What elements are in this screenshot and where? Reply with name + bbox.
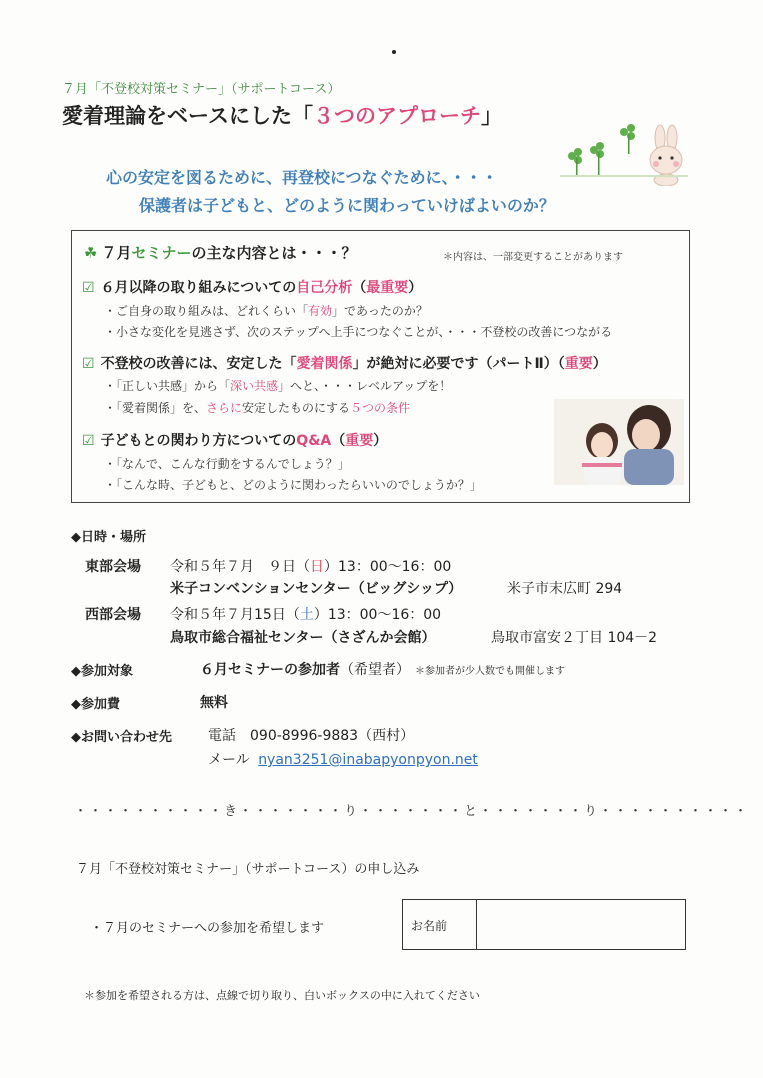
east-venue-name: 米子コンベンションセンター（ビッグシップ） [170,581,463,597]
section-3-bullet-1: ・「なんで、こんな行動をするんでしょう？」 [104,457,350,471]
check-box-icon: ☑ [82,433,95,449]
target-value: ６月セミナーの参加者（希望者） [200,662,410,678]
name-label: お名前 [411,919,448,933]
section-2-title: ☑ 不登校の改善には、安定した「愛着関係」が絶対に必要です（パートⅡ）（重要） [82,356,607,372]
contact-phone: 電話 090-8996-9883（西村） [208,728,415,744]
section-3-title: ☑ 子どもとの関わり方についてのQ&A（重要） [82,433,388,449]
mother-child-photo [554,399,684,485]
section-2-bullet-1: ・「正しい共感」から「深い共感」へと、・・・レベルアップを！ [104,379,452,393]
cut-line: ・・・・・・・・・・き・・・・・・・り・・・・・・・と・・・・・・・り・・・・・・・・・・ [74,804,750,819]
east-date: 令和５年７月 ９日（日）13：00～16：00 [170,559,452,575]
target-note: ＊参加者が少人数でも開催します [415,666,565,677]
check-box-icon: ☑ [82,356,95,372]
check-box-icon: ☑ [82,280,95,296]
section-2-bullet-2: ・「愛着関係」を、さらに安定したものにする５つの条件 [104,401,411,415]
application-text: ・７月のセミナーへの参加を希望します [90,921,325,936]
west-venue-address: 鳥取市富安２丁目 104－2 [491,630,658,646]
section-1-title: ☑ ６月以降の取り組みについての自己分析（最重要） [82,280,423,296]
page-title: 愛着理論をベースにした「３つのアプローチ」 [62,104,502,128]
east-venue-label: 東部会場 [85,559,141,575]
section-3-bullet-2: ・「こんな時、子どもと、どのように関わったらいいのでしょうか？」 [104,478,482,492]
title-highlight: ３つのアプローチ [312,104,481,128]
west-venue-label: 西部会場 [85,607,141,623]
section-1-bullet-2: ・小さな変化を見逃さず、次のステップへ上手につなぐことが、・・・不登校の改善につながる [104,325,613,339]
email-link[interactable]: nyan3251@inabapyonpyon.net [258,752,478,768]
box-heading: ☘ ７月セミナーの主な内容とは・・・？ [84,244,357,262]
lead-line-2: 保護者は子どもと、どのように関わっていけばよいのか？ [139,196,555,215]
lead-line-1: 心の安定を図るために、再登校につなぐために、・・・ [106,168,498,187]
east-venue-address: 米子市末広町 294 [507,581,623,597]
name-box [402,899,686,950]
west-date: 令和５年７月15日（土）13：00～16：00 [170,607,442,623]
clover-sprout-illustration [568,124,635,176]
box-note: ＊内容は、一部変更することがあります [443,252,623,263]
clover-icon: ☘ [84,244,98,262]
section-1-bullet-1: ・ご自身の取り組みは、どれくらい「有効」であったのか？ [104,304,428,318]
fee-heading: ◆参加費 [71,697,120,712]
application-footnote: ＊参加を希望される方は、点線で切り取り、白いボックスの中に入れてください [84,989,480,1002]
bunny-illustration [560,118,690,186]
name-field[interactable] [477,900,685,949]
application-title: ７月「不登校対策セミナー」（サポートコース）の申し込み [76,862,420,877]
target-heading: ◆参加対象 [71,664,133,679]
fee-value: 無料 [200,695,228,711]
top-dot [392,50,396,54]
datetime-heading: ◆日時・場所 [71,530,146,545]
contact-heading: ◆お問い合わせ先 [71,730,172,745]
contact-mail: メール nyan3251@inabapyonpyon.net [208,752,478,768]
west-venue-name: 鳥取市総合福祉センター（さざんか会館） [170,630,436,646]
page-subtitle: ７月「不登校対策セミナー」（サポートコース） [62,82,341,97]
